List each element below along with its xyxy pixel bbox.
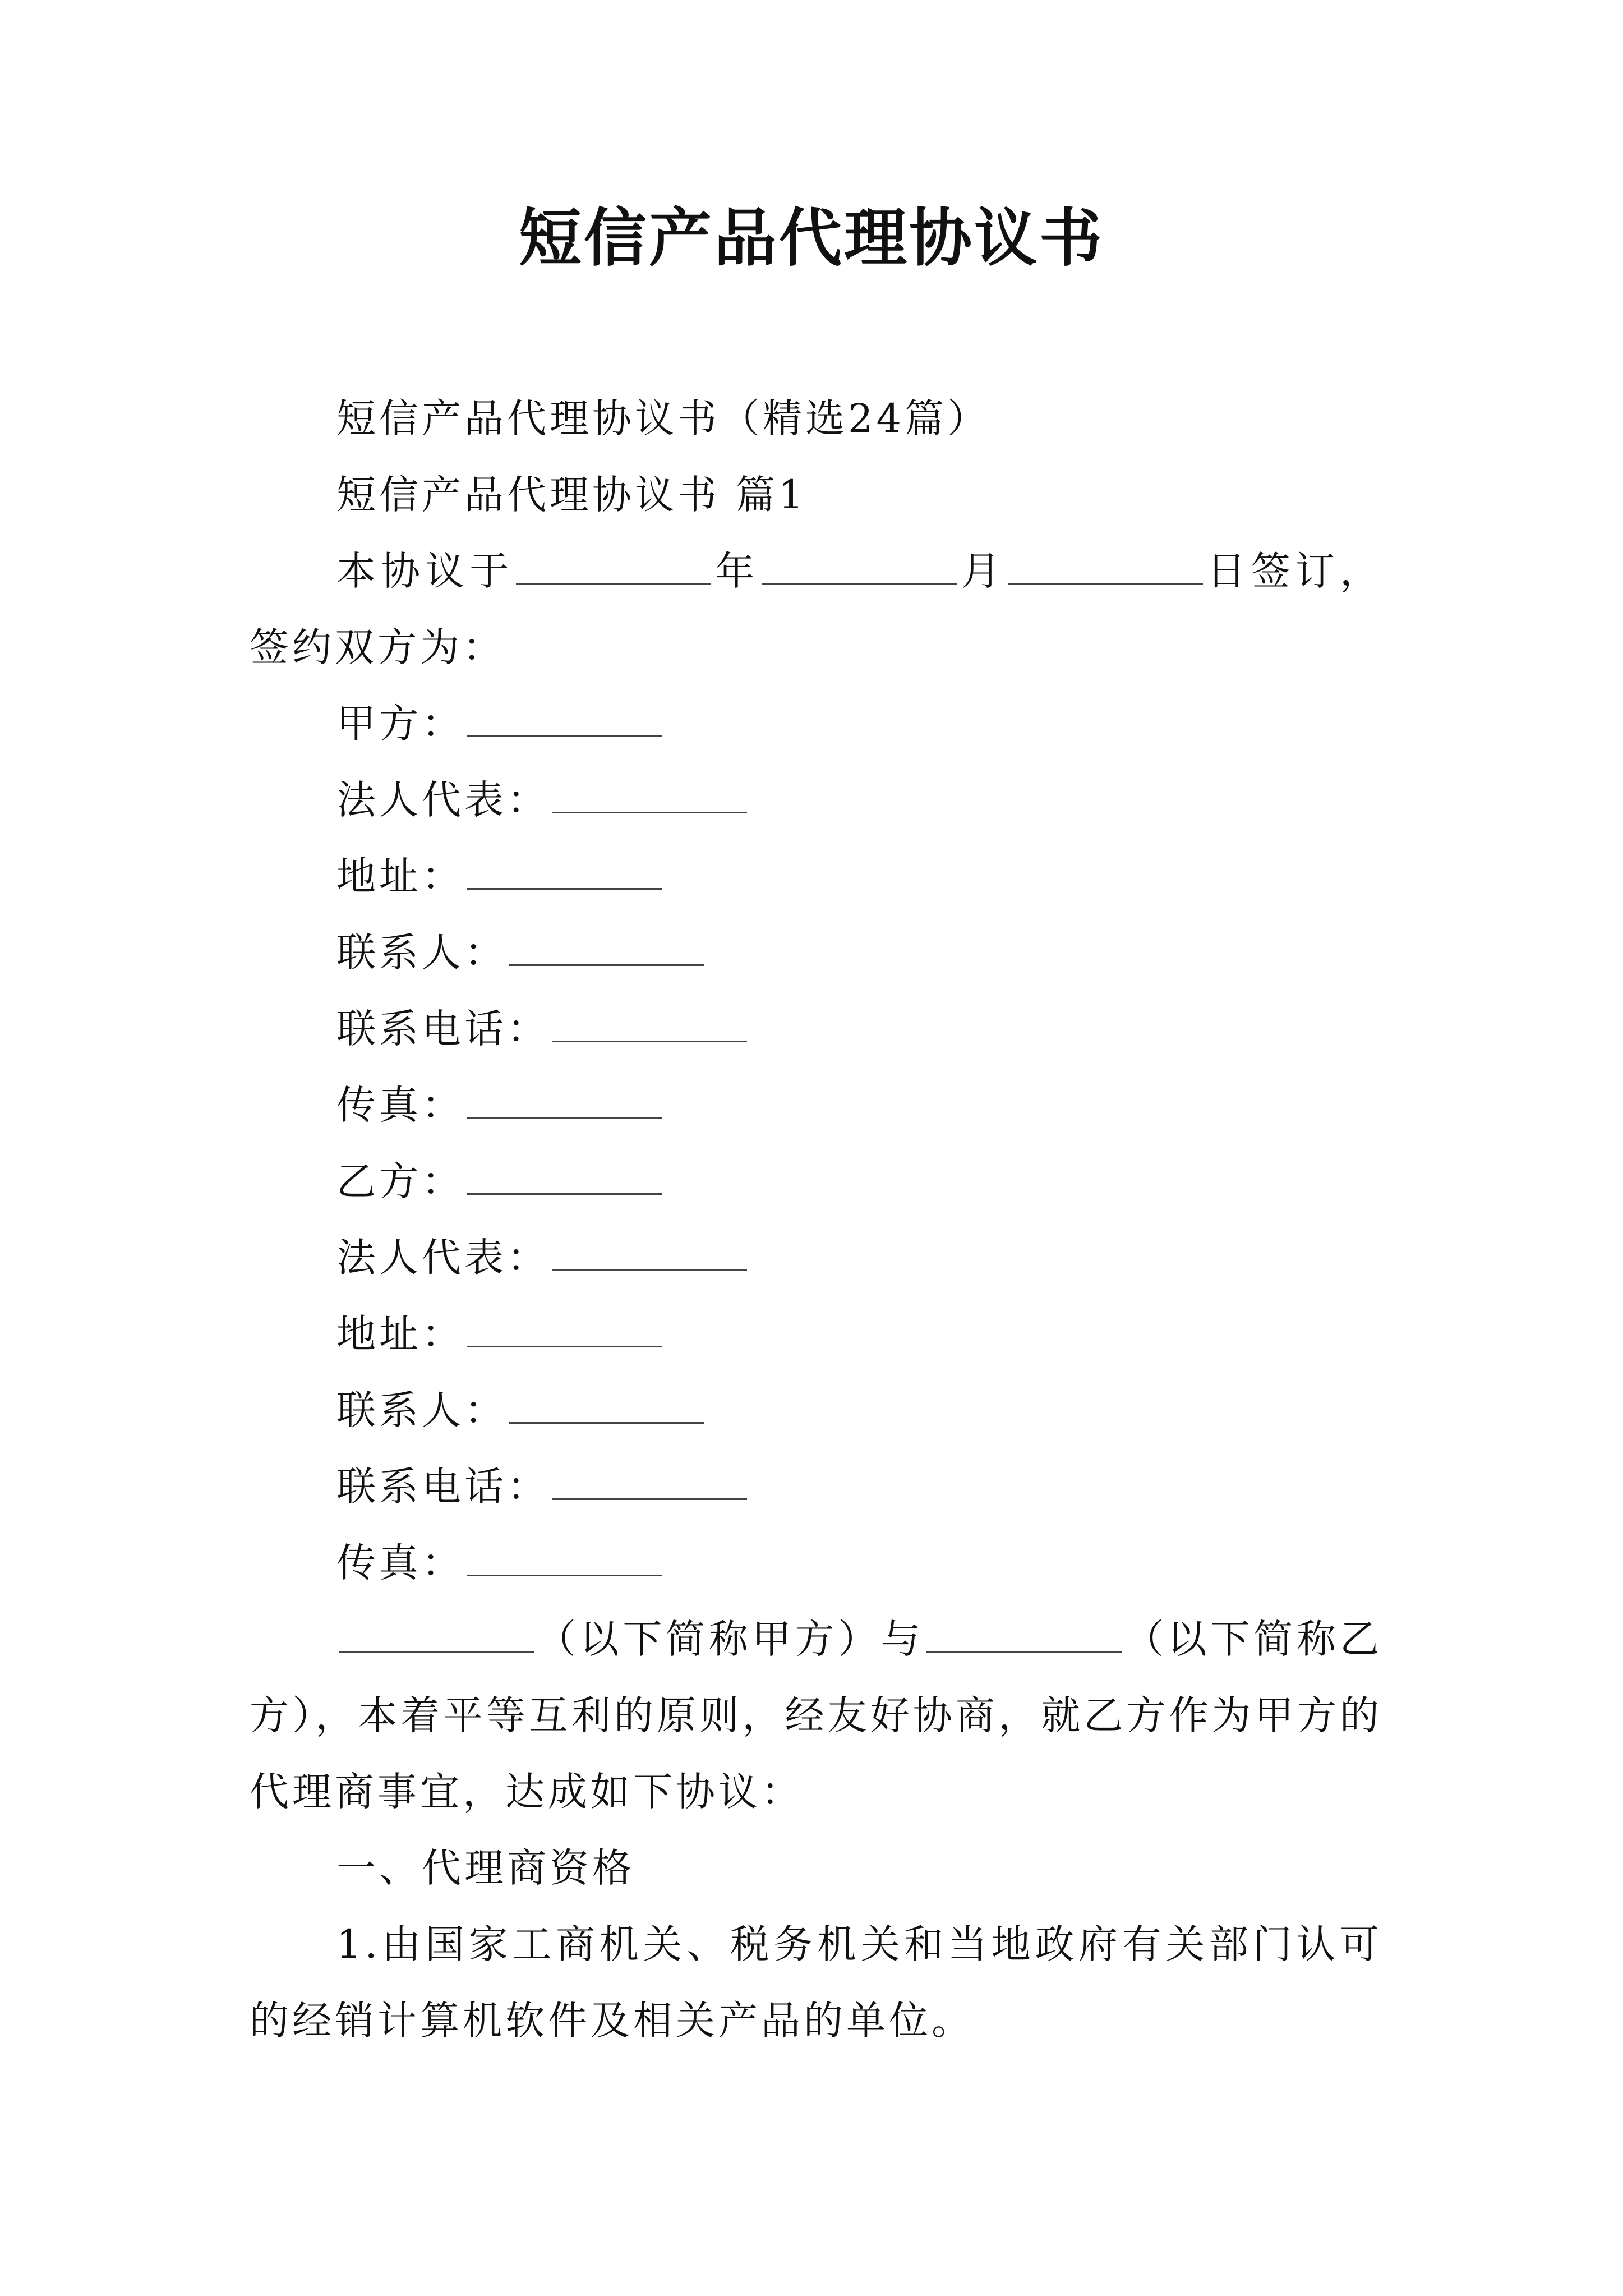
party-a-legal-rep: [250, 762, 1382, 838]
field-blank: [467, 701, 662, 737]
clause-1: 1.由国家工商机关、税务机关和当地政府有关部门认可的经销计算机软件及相关产品的单位。: [250, 1921, 1382, 2044]
field-label: 法人代表：: [336, 777, 550, 823]
field-label: 联系电话：: [336, 1464, 550, 1510]
section-heading: 短信产品代理协议书 篇1: [336, 472, 807, 518]
party-b-legal-rep: [250, 1220, 1382, 1296]
field-blank: [467, 853, 662, 890]
agreement-intro: [250, 1601, 1382, 1830]
field-label: 法人代表：: [336, 1235, 550, 1281]
field-label: 乙方：: [336, 1158, 464, 1204]
month-label: 月: [959, 548, 1006, 594]
field-blank: [467, 1311, 662, 1347]
party-b-fax: [250, 1525, 1382, 1601]
field-blank: [552, 777, 747, 813]
party-b-contact: [250, 1372, 1382, 1448]
field-blank: [552, 1235, 747, 1271]
field-label: 传真：: [336, 1540, 464, 1586]
field-label: 联系人：: [336, 1387, 507, 1433]
field-blank: [467, 1540, 662, 1576]
document-body: [250, 380, 1382, 2059]
field-blank: [467, 1082, 662, 1119]
intro-part2: （以下简称乙方），本着平等互利的原则，经友好协商，就乙方作为甲方的代理商事宜，达成如下协议：: [250, 1616, 1382, 1815]
party-b-address: [250, 1296, 1382, 1372]
document-title: 短信产品代理协议书: [519, 201, 1104, 275]
field-label: 甲方：: [336, 701, 464, 747]
field-blank: [509, 1387, 704, 1424]
clause-heading: 一、代理商资格: [336, 1845, 635, 1891]
subtitle: 短信产品代理协议书（精选24篇）: [336, 395, 990, 441]
date-prefix: 本协议于: [336, 548, 514, 594]
party-b-name: [250, 1143, 1382, 1220]
party-a-contact: [250, 914, 1382, 991]
field-blank: [509, 930, 704, 966]
field-blank: [552, 1006, 747, 1042]
party-b-phone: [250, 1448, 1382, 1525]
month-blank: [762, 548, 957, 585]
day-blank: [1008, 548, 1203, 585]
party-a-phone: [250, 991, 1382, 1067]
year-blank: [516, 548, 711, 585]
party-a-blank: [339, 1616, 534, 1653]
date-suffix: 日签订，签约双方为：: [250, 548, 1383, 670]
year-label: 年: [713, 548, 760, 594]
party-a-address: [250, 838, 1382, 914]
party-a-fax: [250, 1067, 1382, 1143]
field-label: 联系电话：: [336, 1006, 550, 1052]
party-a-name: [250, 685, 1382, 762]
field-label: 地址：: [336, 1311, 464, 1357]
field-blank: [552, 1464, 747, 1500]
field-label: 传真：: [336, 1082, 464, 1128]
field-label: 联系人：: [336, 930, 507, 976]
field-blank: [467, 1158, 662, 1195]
party-b-blank: [926, 1616, 1122, 1653]
intro-part1: （以下简称甲方）与: [536, 1616, 925, 1662]
date-line: [250, 533, 1382, 685]
field-label: 地址：: [336, 853, 464, 899]
